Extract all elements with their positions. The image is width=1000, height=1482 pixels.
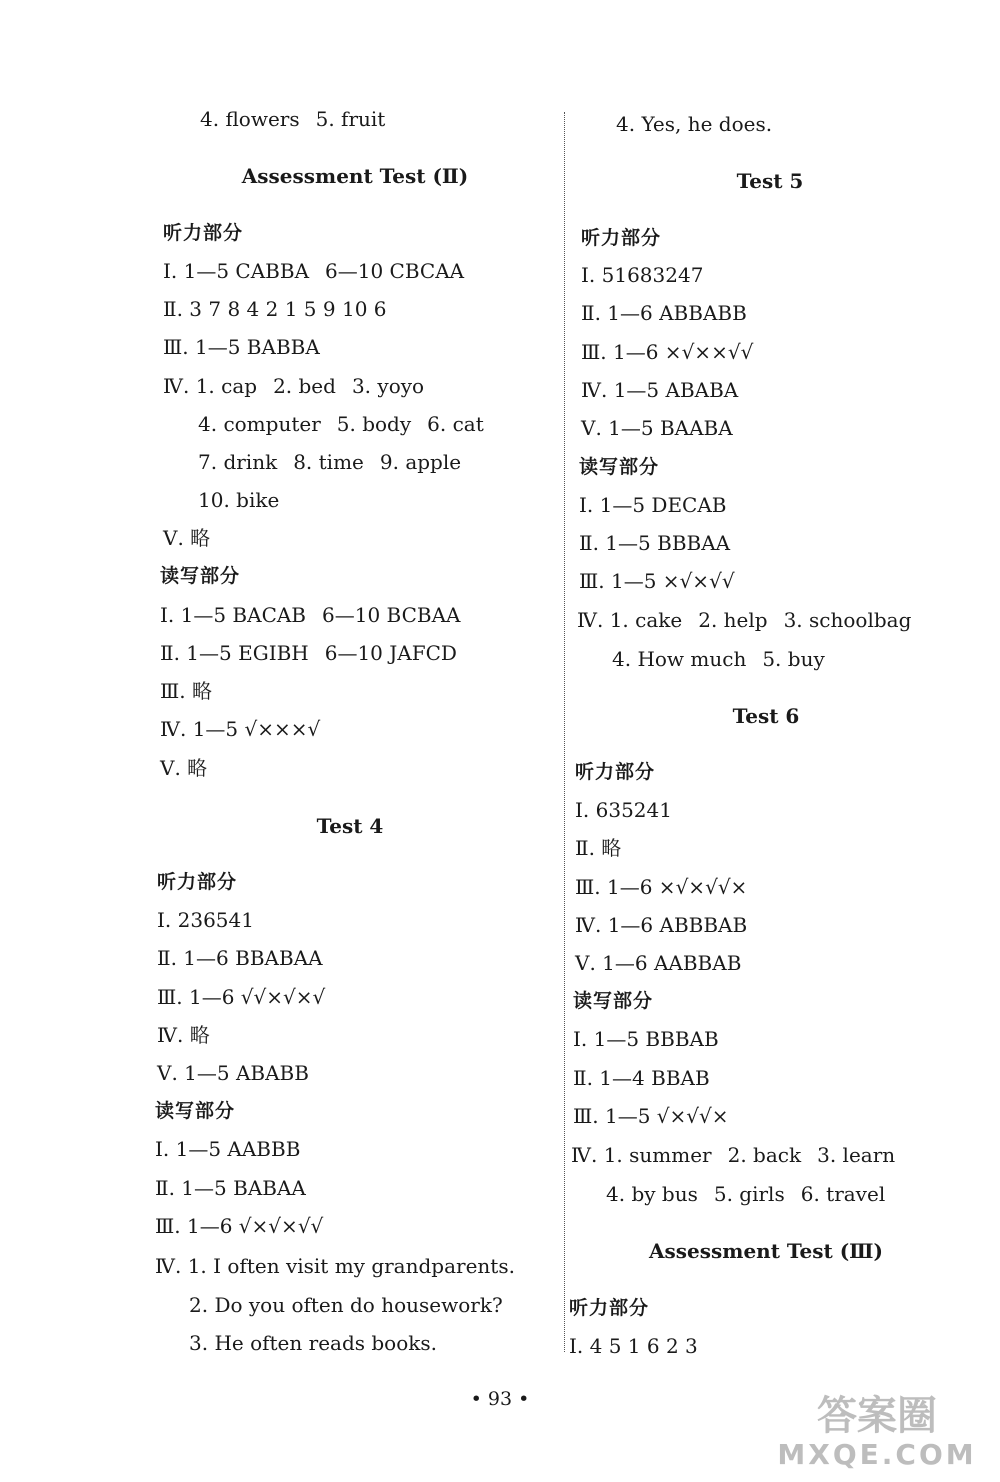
page-number: • 93 •	[470, 1388, 530, 1410]
section-title: Assessment Test (Ⅱ)	[241, 164, 469, 188]
listening-heading: 听力部分	[569, 1297, 650, 1319]
answer-line: Ⅰ. 635241	[575, 798, 672, 822]
answer-line: Ⅱ. 略	[575, 836, 622, 860]
section-title: Assessment Test (Ⅲ)	[649, 1239, 883, 1263]
answer-line: Ⅰ. 1—5 DECAB	[579, 493, 727, 517]
answer-line: Ⅳ. 1. cake 2. help 3. schoolbag	[577, 608, 912, 632]
answer-line: 4. Yes, he does.	[616, 112, 773, 136]
answer-line: Ⅰ. 236541	[157, 908, 254, 932]
watermark-logo	[762, 1380, 992, 1476]
answer-line: Ⅳ. 1. cap 2. bed 3. yoyo	[163, 374, 425, 398]
reading-writing-heading: 读写部分	[155, 1100, 236, 1122]
answer-line: Ⅰ. 1—5 AABBB	[155, 1137, 301, 1161]
answer-line: Ⅲ. 1—5 BABBA	[163, 335, 320, 359]
answer-line: Ⅰ. 1—5 BBBAB	[573, 1027, 719, 1051]
answer-line: 2. Do you often do housework?	[189, 1293, 503, 1317]
answer-line: Ⅲ. 1—5 ×√×√√	[579, 569, 735, 593]
section-title: Test 5	[736, 169, 804, 193]
answer-line: Ⅱ. 1—5 BABAA	[155, 1176, 306, 1200]
answer-line: Ⅱ. 1—6 ABBABB	[581, 301, 747, 325]
answer-line: 4. by bus 5. girls 6. travel	[606, 1182, 886, 1206]
reading-writing-heading: 读写部分	[573, 990, 654, 1012]
answer-line: Ⅴ. 1—5 ABABB	[157, 1061, 309, 1085]
answer-line: Ⅲ. 略	[160, 679, 213, 703]
section-title: Test 6	[732, 704, 800, 728]
listening-heading: 听力部分	[575, 761, 656, 783]
section-title: Test 4	[316, 814, 384, 838]
answer-line: Ⅴ. 略	[163, 526, 211, 550]
listening-heading: 听力部分	[163, 222, 244, 244]
answer-line: Ⅲ. 1—6 ×√×√√×	[575, 875, 748, 899]
answer-line: 3. He often reads books.	[189, 1331, 437, 1355]
answer-line: Ⅲ. 1—6 √√×√×√	[157, 985, 326, 1009]
answer-line: Ⅱ. 1—4 BBAB	[573, 1066, 710, 1090]
answer-line: Ⅴ. 略	[160, 756, 208, 780]
answer-line: Ⅱ. 3 7 8 4 2 1 5 9 10 6	[163, 297, 387, 321]
reading-writing-heading: 读写部分	[160, 565, 241, 587]
answer-line: Ⅳ. 1—6 ABBBAB	[575, 913, 748, 937]
answer-line: Ⅳ. 1. I often visit my grandparents.	[155, 1254, 515, 1278]
listening-heading: 听力部分	[581, 227, 662, 249]
watermark-title: 答案圈	[817, 1393, 937, 1439]
answer-line: Ⅳ. 1. summer 2. back 3. learn	[571, 1143, 896, 1167]
answer-line: Ⅳ. 1—5 √×××√	[160, 717, 321, 741]
answer-line: Ⅱ. 1—6 BBABAA	[157, 946, 323, 970]
answer-line: 7. drink 8. time 9. apple	[198, 450, 462, 474]
answer-line: Ⅰ. 1—5 BACAB 6—10 BCBAA	[160, 603, 461, 627]
answer-line: Ⅲ. 1—6 √×√×√√	[155, 1214, 324, 1238]
answer-line: 4. flowers 5. fruit	[200, 107, 386, 131]
answer-line: Ⅱ. 1—5 BBBAA	[579, 531, 731, 555]
reading-writing-heading: 读写部分	[579, 456, 660, 478]
answer-line: Ⅰ. 4 5 1 6 2 3	[569, 1334, 698, 1358]
answer-line: Ⅲ. 1—5 √×√√×	[573, 1104, 729, 1128]
answer-line: 4. How much 5. buy	[612, 647, 825, 671]
answer-line: Ⅱ. 1—5 EGIBH 6—10 JAFCD	[160, 641, 457, 665]
answer-line: Ⅳ. 1—5 ABABA	[581, 378, 739, 402]
answer-line: Ⅴ. 1—5 BAABA	[581, 416, 733, 440]
answer-line: Ⅰ. 51683247	[581, 263, 704, 287]
answer-line: 4. computer 5. body 6. cat	[198, 412, 484, 436]
answer-line: Ⅴ. 1—6 AABBAB	[575, 951, 742, 975]
answer-line: 10. bike	[198, 488, 280, 512]
watermark-url: MXQE.COM	[777, 1438, 977, 1471]
column-divider	[564, 112, 565, 1352]
answer-line: Ⅳ. 略	[157, 1023, 210, 1047]
answer-line: Ⅰ. 1—5 CABBA 6—10 CBCAA	[163, 259, 465, 283]
listening-heading: 听力部分	[157, 871, 238, 893]
answer-line: Ⅲ. 1—6 ×√××√√	[581, 340, 754, 364]
